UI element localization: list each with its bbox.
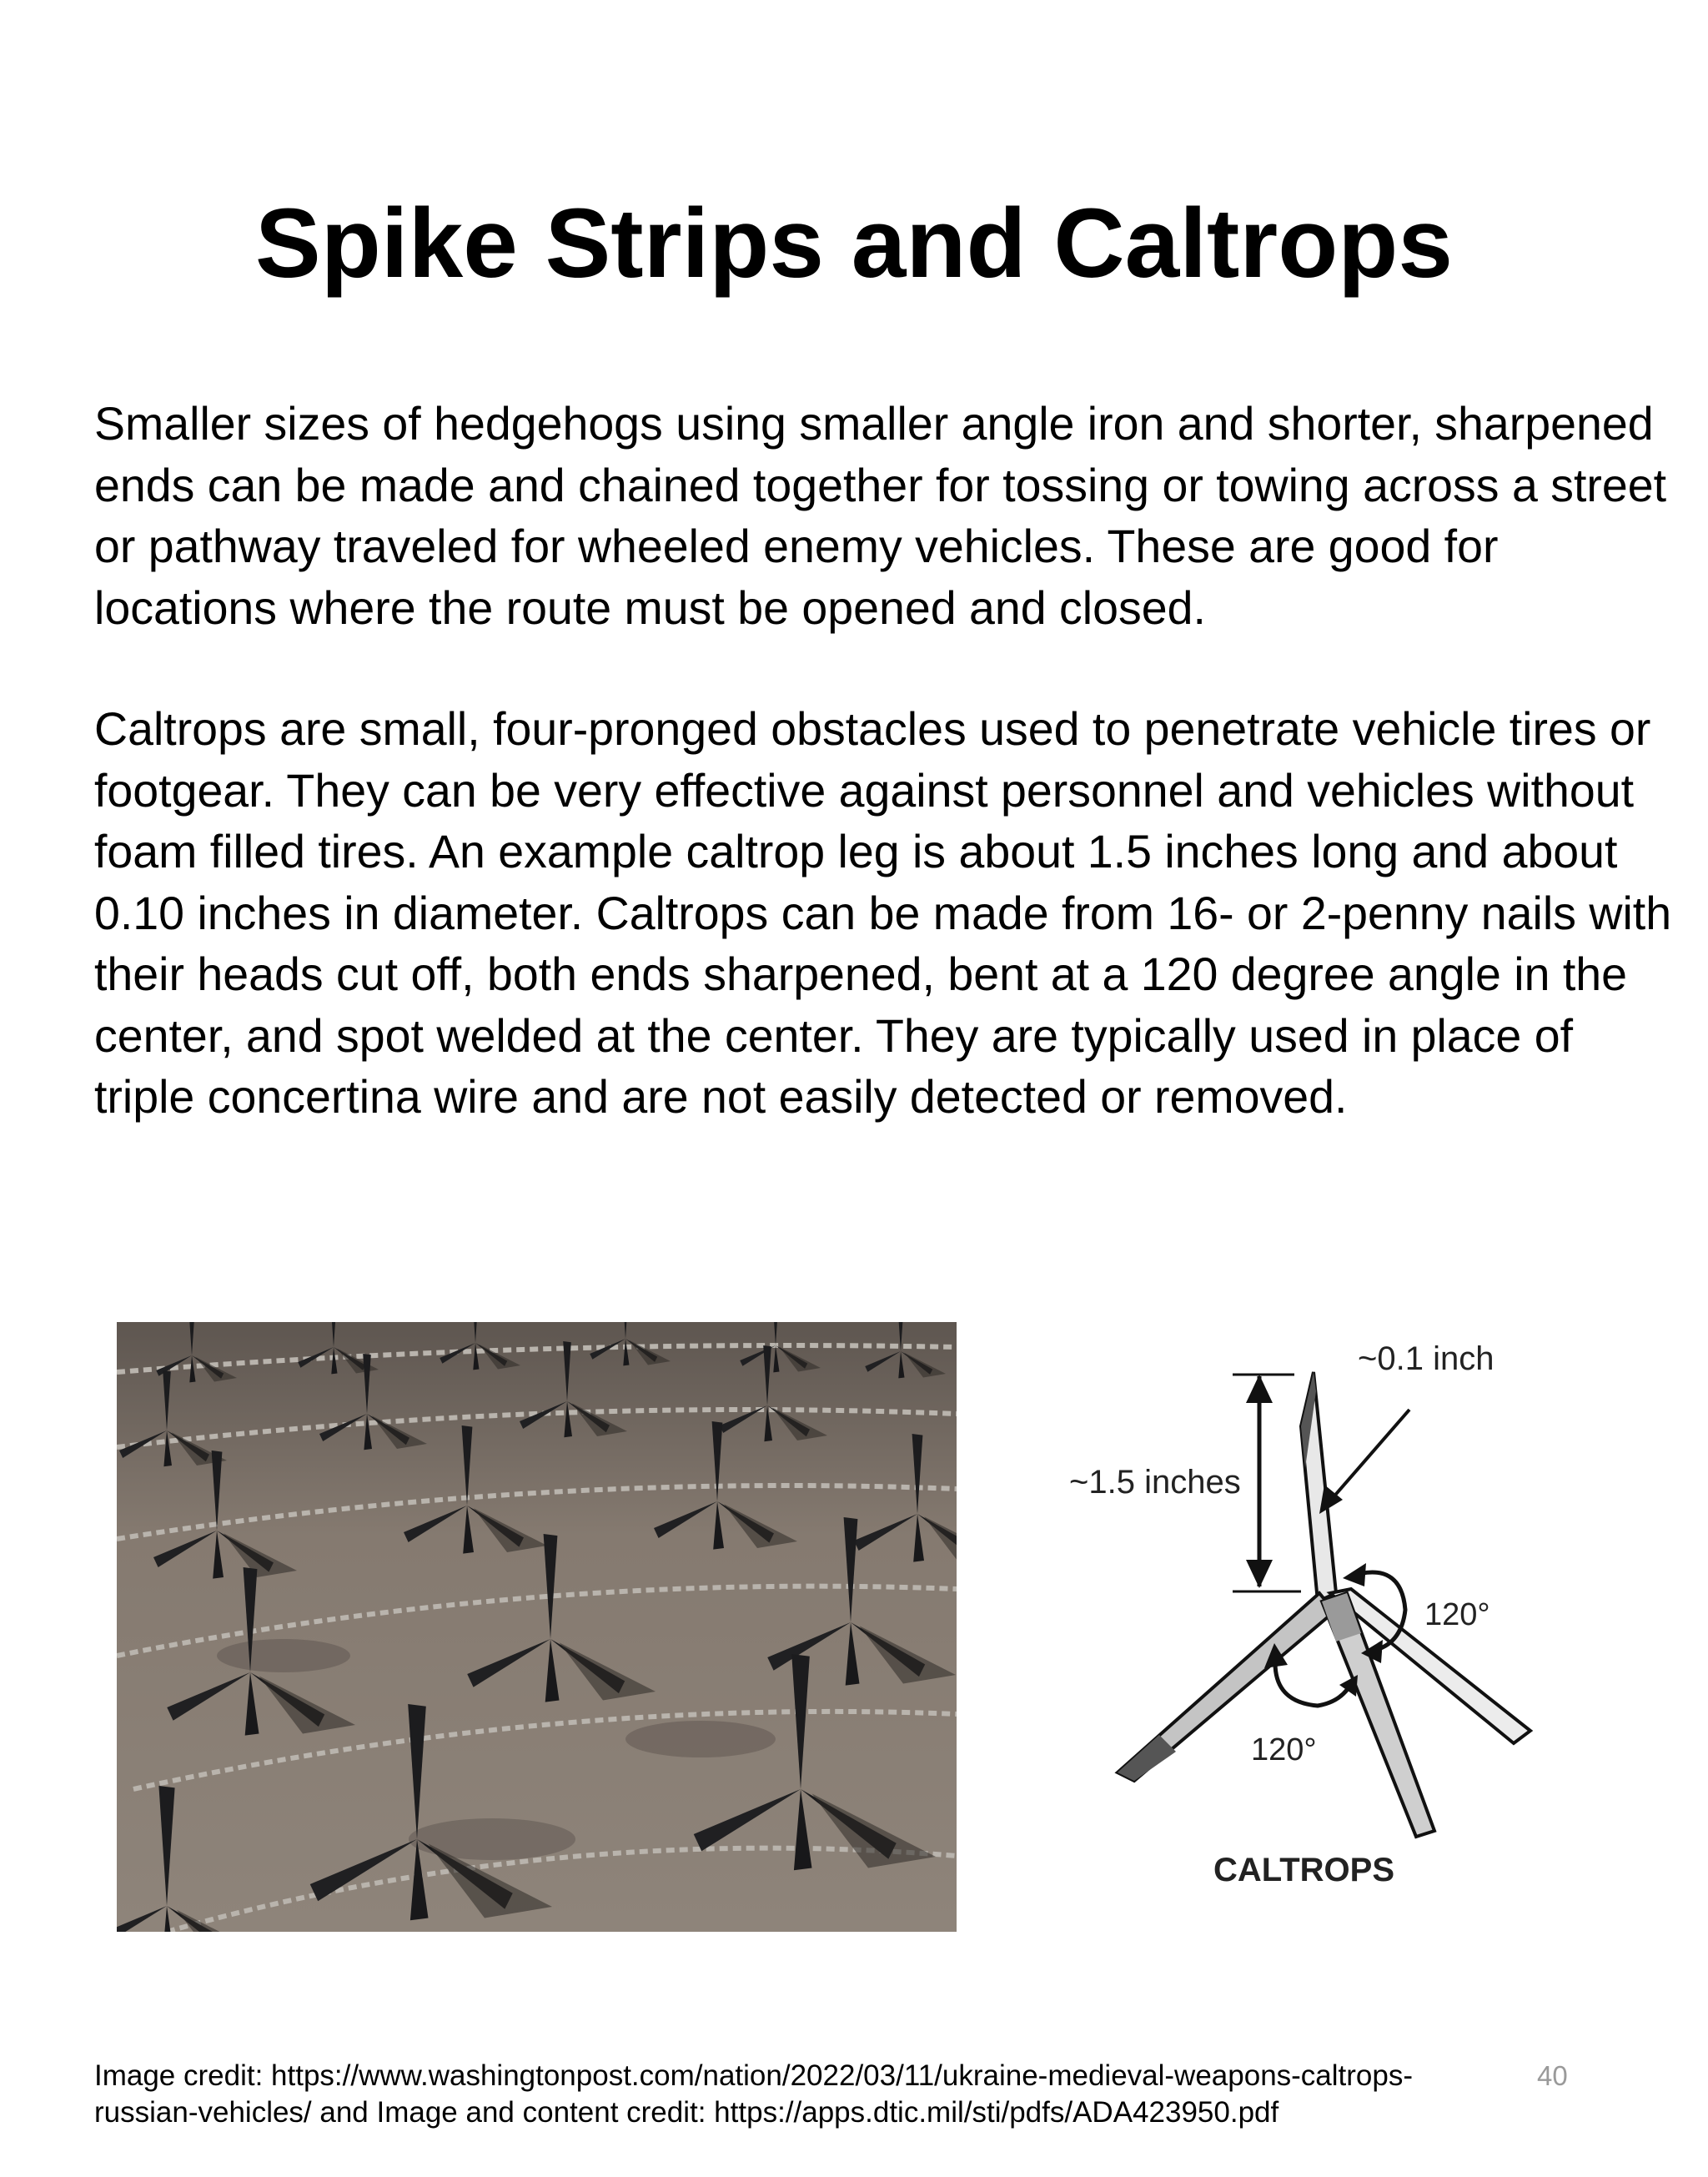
page-title: Spike Strips and Caltrops: [255, 189, 1453, 299]
diameter-arrow: [1326, 1410, 1409, 1506]
angle-label-bottom: 120°: [1251, 1732, 1317, 1767]
spike-strip-photo: [117, 1322, 957, 1932]
paragraph-caltrops: Caltrops are small, four-pronged obstacles used to penetrate vehicle tires or footgear. They can be very effective against personnel and vehicles without foam filled tires. An example caltrop leg is about 1.5 inches long and about 0.10 inches in diameter. Caltrops can be made from 16- or 2-penny nails with their heads cut off, both ends sharpened, bent at a 120 degree angle in the center, and spot welded at the center. They are typically used in place of triple concertina wire and are not easily detected or removed.: [94, 703, 1672, 1123]
diagram-caption: CALTROPS: [1213, 1852, 1395, 1888]
paragraph-hedgehogs: Smaller sizes of hedgehogs using smaller angle iron and shorter, sharpened ends can be made and chained together for tossing or towing across a street or pathway traveled for wheeled enemy vehicles. These are good for locations where the route must be opened and closed.: [94, 398, 1667, 634]
angle-label-right: 120°: [1424, 1597, 1490, 1632]
diameter-label: ~0.1 inch: [1358, 1340, 1494, 1377]
angle-arc-bottom: [1275, 1652, 1353, 1706]
page-number: 40: [1537, 2060, 1568, 2091]
length-label: ~1.5 inches: [1069, 1464, 1241, 1501]
image-credit: Image credit: https://www.washingtonpost.com/nation/2022/03/11/ukraine-medieval-weapons-caltrops-russian-vehicles/ and Image and content credit: https://apps.dtic.mil/sti/pdfs/ADA423950.pdf: [94, 2059, 1414, 2129]
caltrop-diagram: [1051, 1326, 1585, 1910]
